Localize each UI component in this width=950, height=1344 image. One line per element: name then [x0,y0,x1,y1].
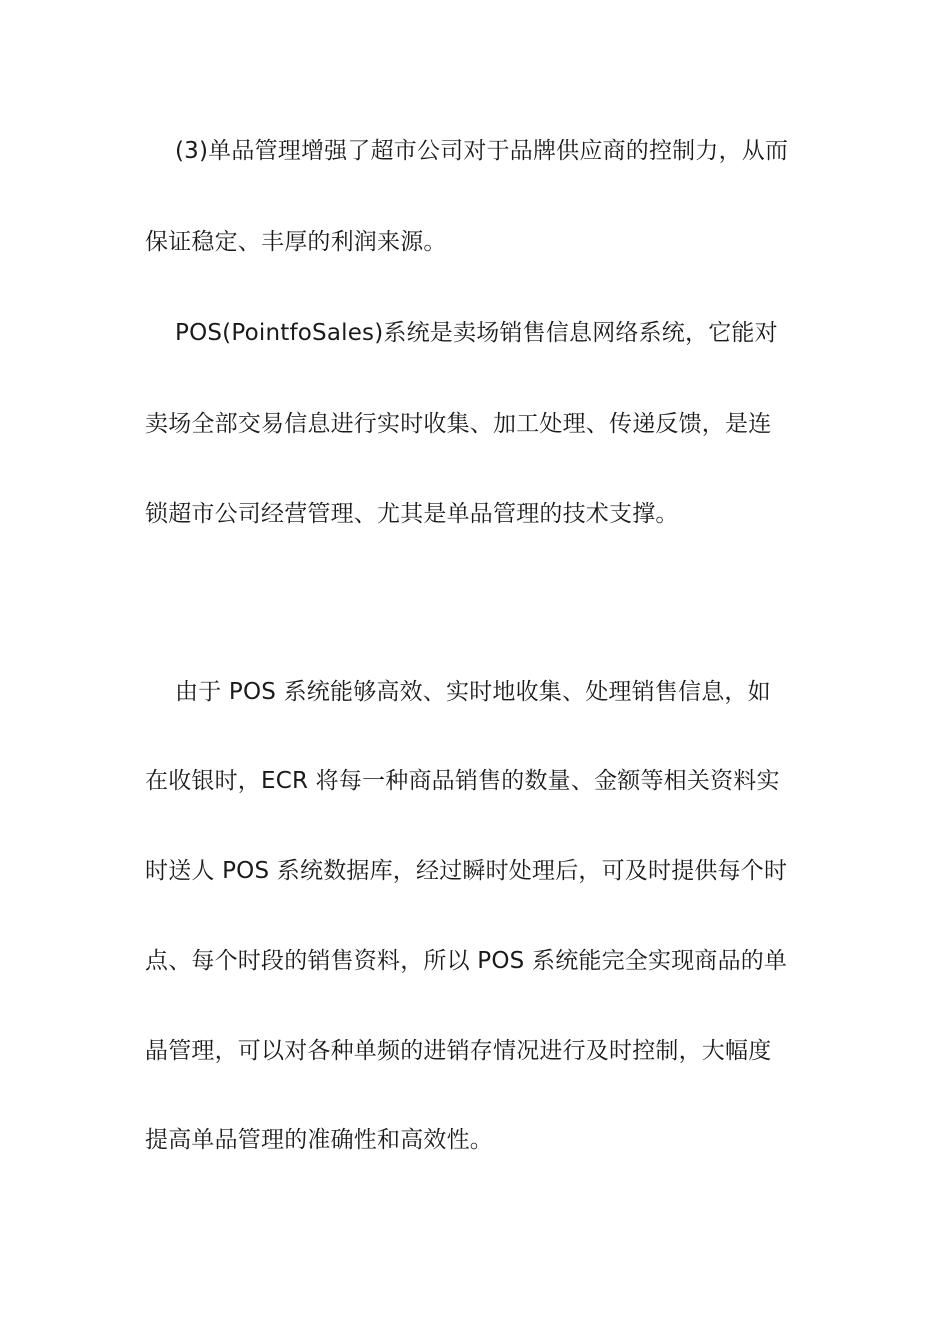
text-line: 卖场全部交易信息进行实时收集、加工处理、传递反馈，是连 [145,411,772,437]
text-line: POS(PointfoSales)系统是卖场销售信息网络系统，它能对 [175,320,778,346]
text-line: 时送人 POS 系统数据库，经过瞬时处理后，可及时提供每个时 [145,858,788,884]
text-line: 提高单品管理的准确性和高效性。 [145,1127,493,1153]
text-line: 晶管理，可以对各种单频的进销存情况进行及时控制，大幅度 [145,1038,772,1064]
text-line: 保证稳定、丰厚的利润来源。 [145,229,447,255]
text-line: (3)单品管理增强了超市公司对于品牌供应商的控制力，从而 [175,138,789,164]
text-line: 锁超市公司经营管理、尤其是单品管理的技术支撑。 [145,501,679,527]
text-line: 在收银时，ECR 将每一种商品销售的数量、金额等相关资料实 [145,768,780,794]
text-line: 点、每个时段的销售资料，所以 POS 系统能完全实现商品的单 [145,948,788,974]
text-line: 由于 POS 系统能够高效、实时地收集、处理销售信息，如 [175,679,771,705]
